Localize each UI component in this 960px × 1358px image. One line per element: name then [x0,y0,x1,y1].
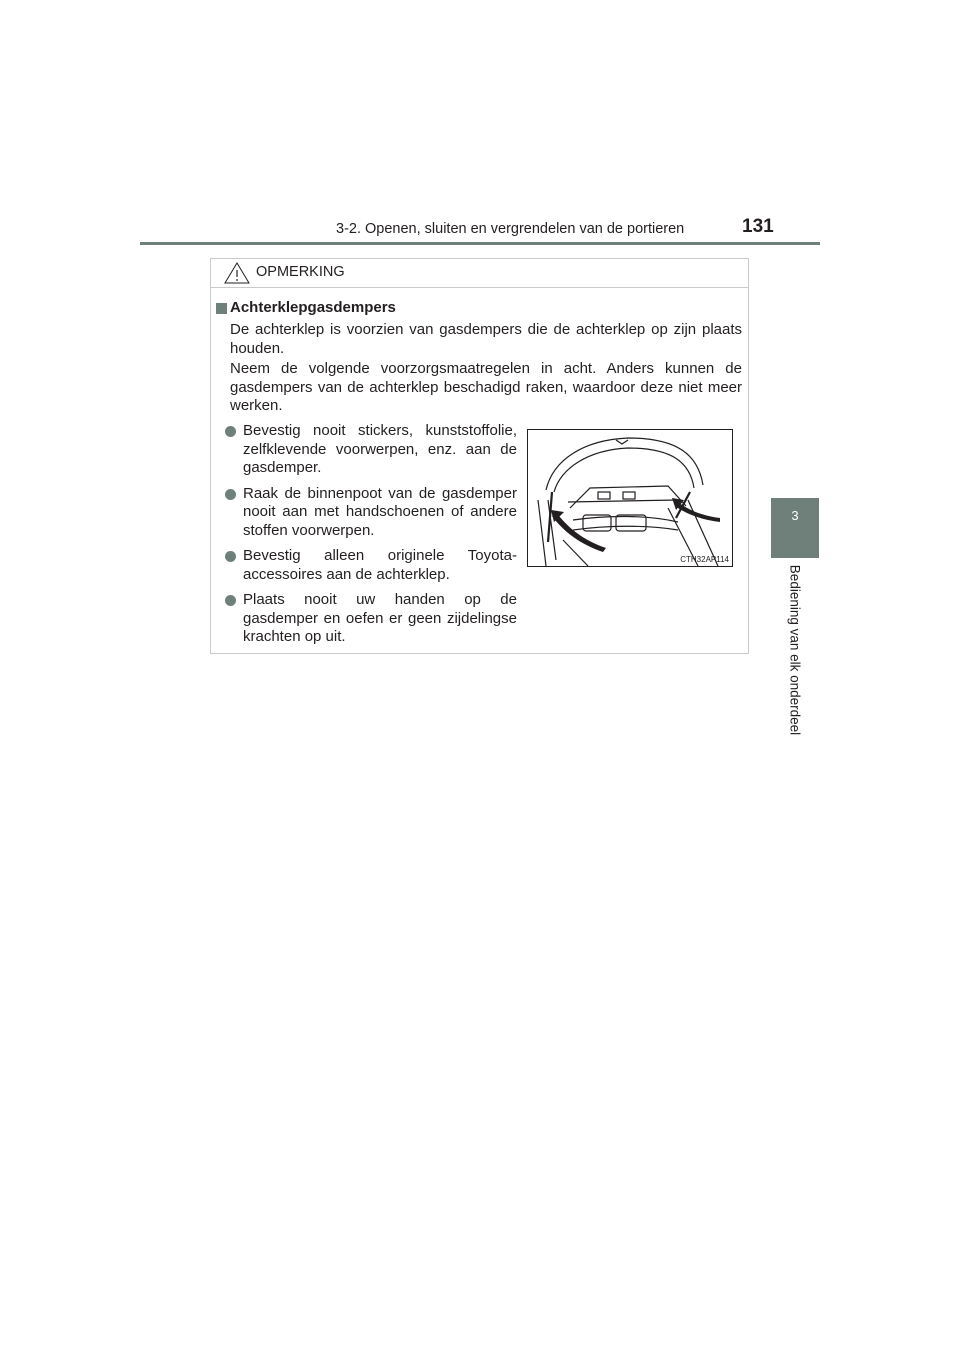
list-item-text: Bevestig alleen originele Toyota-accessoires aan de achterklep. [243,547,517,583]
section-heading: Achterklepgasdempers [230,299,396,316]
paragraph: Neem de volgende voorzorgsmaatregelen in acht. Anders kunnen de gasdempers van de achterklep beschadigd raken, waardoor deze niet meer werken. [230,360,742,414]
chapter-tab [771,498,819,558]
list-item-text: Raak de binnenpoot van de gasdemper nooit aan met handschoenen of andere stoffen voorwerpen. [243,484,517,539]
notice-title: OPMERKING [256,264,345,280]
running-header-title: 3-2. Openen, sluiten en vergrendelen van de portieren [336,221,685,237]
paragraph: De achterklep is voorzien van gasdempers die de achterklep op zijn plaats houden. [230,321,742,357]
warning-triangle-icon [224,262,250,284]
bullet-dot-icon [225,551,236,562]
page-number: 131 [742,216,774,237]
list-item [225,547,517,584]
bullet-list [225,422,517,654]
list-item-text: Bevestig nooit stickers, kunststoffolie, zelfklevende voorwerpen, enz. aan de gasdemper. [243,422,517,476]
list-item [225,591,517,647]
list-item [225,485,517,541]
notice-box [210,258,749,654]
list-item-text: Plaats nooit uw handen op de gasdemper en oefen er geen zijdelingse krachten op uit. [243,591,517,645]
bullet-dot-icon [225,489,236,500]
notice-header [211,259,748,288]
tailgate-illustration [527,429,733,567]
illustration-code: CTH32AP114 [680,555,729,564]
tailgate-drawing [528,430,732,566]
chapter-label: Bediening van elk onderdeel [787,564,803,736]
header-rule [140,242,820,245]
bullet-dot-icon [225,426,236,437]
bullet-dot-icon [225,595,236,606]
list-item [225,422,517,478]
section-marker [216,303,227,314]
chapter-number: 3 [791,508,799,523]
